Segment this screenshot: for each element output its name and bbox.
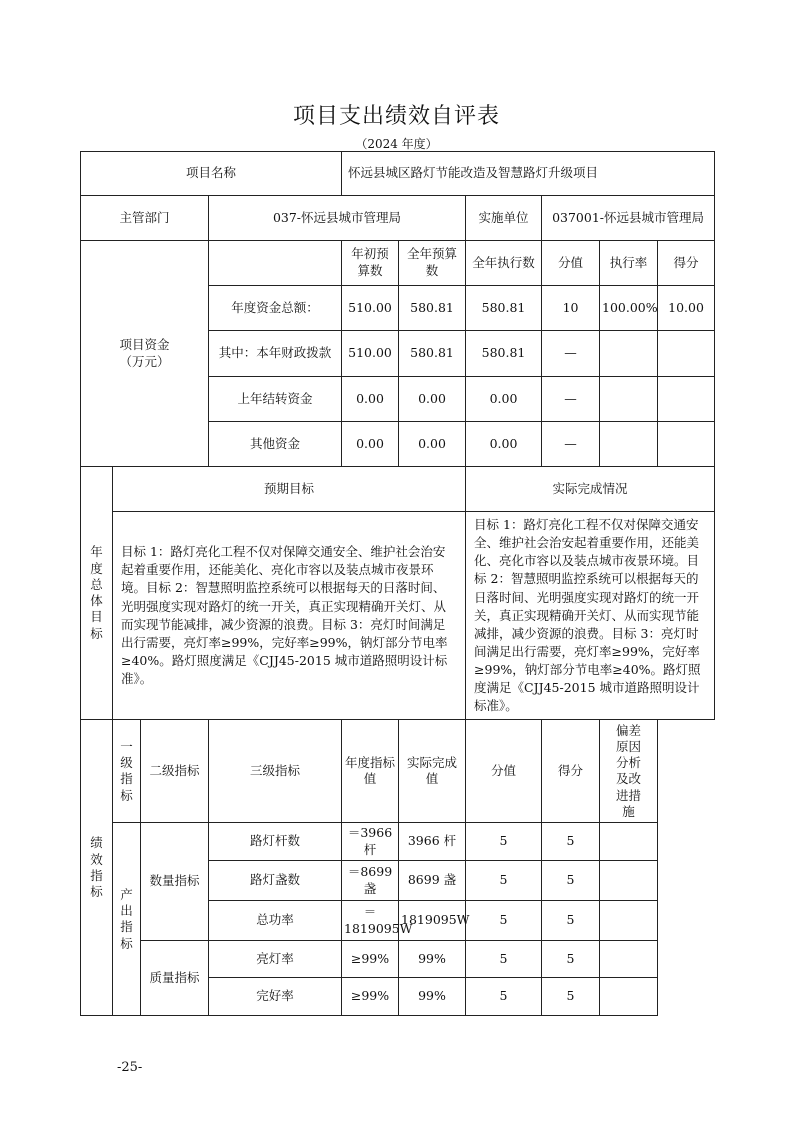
funds-row-score [658,377,715,422]
funds-row-annual: 0.00 [399,422,466,467]
level2-quantity: 数量指标 [141,823,209,941]
funds-row-initial: 0.00 [342,422,399,467]
funds-row-score [658,422,715,467]
goals-section-label: 年 度 总 体 目 标 [81,467,113,720]
expected-goal-text: 目标 1：路灯亮化工程不仅对保障交通安全、维护社会治安起着重要作用，还能美化、亮化市容以及装点城市夜景环境。目标 2：智慧照明监控系统可以根据每天的日落时间、光明强度实现对路灯的统一开关，真正实现精确开关灯、从而实现节能减排，减少资源的浪费。目标 3：亮灯时间满足出行需要，亮灯率≥99%，完好率≥99%，钠灯部分节电率≥40%。路灯照度满足《CJJ45-2015 城市道路照明设计标准》。 [113,512,466,720]
indicator-actual: 3966 杆 [399,823,466,861]
actual-result-header: 实际完成情况 [466,467,715,512]
impl-label: 实施单位 [466,196,542,241]
indicator-score-value: 5 [466,978,542,1016]
indicator-score: 5 [542,941,600,978]
indicator-name: 完好率 [209,978,342,1016]
indicator-annual: ≥99% [342,941,399,978]
funds-row-executed: 0.00 [466,377,542,422]
funds-header-rate: 执行率 [600,241,658,286]
indicator-name: 路灯杆数 [209,823,342,861]
indicator-deviation [600,941,658,978]
funds-row-label: 其中：本年财政拨款 [209,331,342,377]
funds-header-score: 得分 [658,241,715,286]
indicator-score: 5 [542,861,600,901]
page-number: -25- [117,1060,143,1075]
perf-header-actual: 实际完成值 [399,720,466,823]
indicator-score-value: 5 [466,823,542,861]
funds-row-executed: 580.81 [466,286,542,331]
level1-output: 产 出 指 标 [113,823,141,1016]
funds-row-rate [600,377,658,422]
funds-row-initial: 510.00 [342,331,399,377]
impl-value: 037001-怀远县城市管理局 [542,196,715,241]
perf-header-deviation: 偏差 原因 分析 及改 进措 施 [600,720,658,823]
funds-row-score: 10.00 [658,286,715,331]
funds-row-score [658,331,715,377]
self-evaluation-table [80,151,715,1016]
indicator-deviation [600,978,658,1016]
funds-row-rate: 100.00% [600,286,658,331]
page-title: 项目支出绩效自评表 [292,104,500,129]
funds-row-executed: 580.81 [466,331,542,377]
indicator-actual: 1819095W [399,901,466,941]
project-name-label: 项目名称 [81,152,342,196]
dept-value: 037-怀远县城市管理局 [209,196,466,241]
actual-result-text: 目标 1：路灯亮化工程不仅对保障交通安全、维护社会治安起着重要作用，还能美化、亮化市容以及装点城市夜景环境。目标 2：智慧照明监控系统可以根据每天的日落时间、光明强度实现对路灯的统一开关，真正实现精确开关灯、从而实现节能减排，减少资源的浪费。目标 3：亮灯时间满足出行需要，亮灯率≥99%，完好率≥99%，钠灯部分节电率≥40%。路灯照度满足《CJJ45-2015 城市道路照明设计标准》。 [466,512,715,720]
funds-row-rate [600,331,658,377]
funds-row-label: 上年结转资金 [209,377,342,422]
funds-row-annual: 580.81 [399,286,466,331]
indicator-deviation [600,823,658,861]
indicator-actual: 99% [399,978,466,1016]
indicator-name: 总功率 [209,901,342,941]
indicator-score-value: 5 [466,941,542,978]
funds-header-blank [209,241,342,286]
perf-header-level1: 一 级 指 标 [113,720,141,823]
funds-row-annual: 0.00 [399,377,466,422]
indicator-score: 5 [542,823,600,861]
indicator-actual: 99% [399,941,466,978]
performance-section-label: 绩 效 指 标 [81,720,113,1016]
indicator-annual: ＝ 1819095W [342,901,399,941]
indicator-deviation [600,901,658,941]
funds-row-annual: 580.81 [399,331,466,377]
indicator-score: 5 [542,901,600,941]
funds-header-annual: 全年预算 数 [399,241,466,286]
funds-row-score-value: — [542,422,600,467]
perf-header-score-value: 分值 [466,720,542,823]
project-name-value: 怀远县城区路灯节能改造及智慧路灯升级项目 [342,152,715,196]
perf-header-level2: 二级指标 [141,720,209,823]
perf-header-score: 得分 [542,720,600,823]
funds-row-score-value: — [542,331,600,377]
funds-header-score-value: 分值 [542,241,600,286]
indicator-actual: 8699 盏 [399,861,466,901]
dept-label: 主管部门 [81,196,209,241]
indicator-name: 路灯盏数 [209,861,342,901]
indicator-annual: ＝3966 杆 [342,823,399,861]
indicator-annual: ≥99% [342,978,399,1016]
expected-goal-header: 预期目标 [113,467,466,512]
funds-row-initial: 0.00 [342,377,399,422]
perf-header-annual: 年度指标 值 [342,720,399,823]
funds-section-label: 项目资金 （万元） [81,241,209,467]
indicator-name: 亮灯率 [209,941,342,978]
indicator-score: 5 [542,978,600,1016]
level2-quality: 质量指标 [141,941,209,1016]
indicator-score-value: 5 [466,861,542,901]
indicator-annual: ＝8699 盏 [342,861,399,901]
funds-row-rate [600,422,658,467]
indicator-deviation [600,861,658,901]
indicator-score-value: 5 [466,901,542,941]
perf-header-level3: 三级指标 [209,720,342,823]
funds-header-initial: 年初预 算数 [342,241,399,286]
funds-row-executed: 0.00 [466,422,542,467]
funds-row-score-value: 10 [542,286,600,331]
funds-row-score-value: — [542,377,600,422]
funds-header-executed: 全年执行数 [466,241,542,286]
funds-row-label: 其他资金 [209,422,342,467]
report-year: （2024 年度） [355,137,438,151]
funds-row-label: 年度资金总额： [209,286,342,331]
funds-row-initial: 510.00 [342,286,399,331]
